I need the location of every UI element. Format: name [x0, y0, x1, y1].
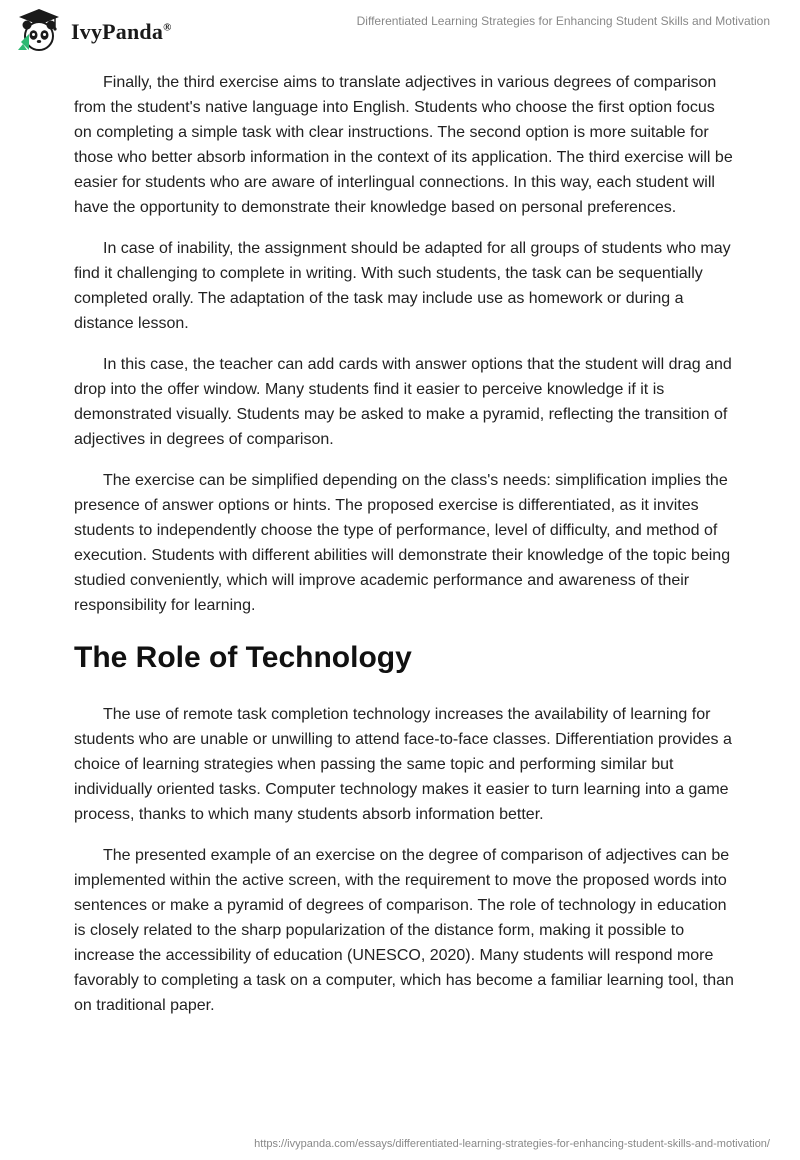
essay-content	[74, 70, 734, 1034]
paragraph: The presented example of an exercise on the degree of comparison of adjectives can be implemented within the active screen, with the requirement to move the proposed words into sentences or make a pyramid of degrees of comparison. The role of technology in education is closely related to the sharp popularization of the distance form, making it possible to increase the accessibility of education (UNESCO, 2020). Many students will respond more favorably to completing a task on a computer, which has become a familiar learning tool, than on traditional paper.	[74, 847, 734, 1014]
logo-text: IvyPanda®	[71, 19, 172, 44]
paragraph: Finally, the third exercise aims to translate adjectives in various degrees of comparison from the student's native language into English. Students who choose the first option focus on completing a simple task with clear instructions. The second option is more suitable for those who better absorb information in the context of its application. The third exercise will be easier for students who are aware of interlingual connections. In this way, each student will have the opportunity to demonstrate their knowledge based on personal preferences.	[74, 74, 733, 216]
registered-mark: ®	[163, 21, 172, 34]
footer-url[interactable]: https://ivypanda.com/essays/differentiated-learning-strategies-for-enhancing-student-skills-and-motivation/	[254, 1138, 770, 1150]
panda-graduate-icon	[15, 6, 63, 59]
paragraph: In this case, the teacher can add cards with answer options that the student will drag and drop into the offer window. Many students find it easier to perceive knowledge if it is demonstrated visually. Students may be asked to make a pyramid, reflecting the transition of adjectives in degrees of comparison.	[74, 356, 732, 448]
section-heading: The Role of Technology	[74, 641, 412, 674]
header-document-title: Differentiated Learning Strategies for Enhancing Student Skills and Motivation	[356, 14, 770, 28]
paragraph: The exercise can be simplified depending on the class's needs: simplification implies the presence of answer options or hints. The proposed exercise is differentiated, as it invites students to independently choose the type of performance, level of difficulty, and method of execution. Students with different abilities will demonstrate their knowledge of the topic being studied conveniently, which will improve academic performance and awareness of their responsibility for learning.	[74, 472, 731, 614]
paragraph: In case of inability, the assignment should be adapted for all groups of students who may find it challenging to complete in writing. With such students, the task can be sequentially completed orally. The adaptation of the task may include use as homework or during a distance lesson.	[74, 240, 731, 332]
site-logo[interactable]	[15, 8, 172, 56]
paragraph: The use of remote task completion technology increases the availability of learning for students who are unable or unwilling to attend face-to-face classes. Differentiation provides a choice of learning strategies when passing the same topic and performing similar but individually oriented tasks. Computer technology makes it easier to turn learning into a game process, thanks to which many students absorb information better.	[74, 706, 732, 823]
